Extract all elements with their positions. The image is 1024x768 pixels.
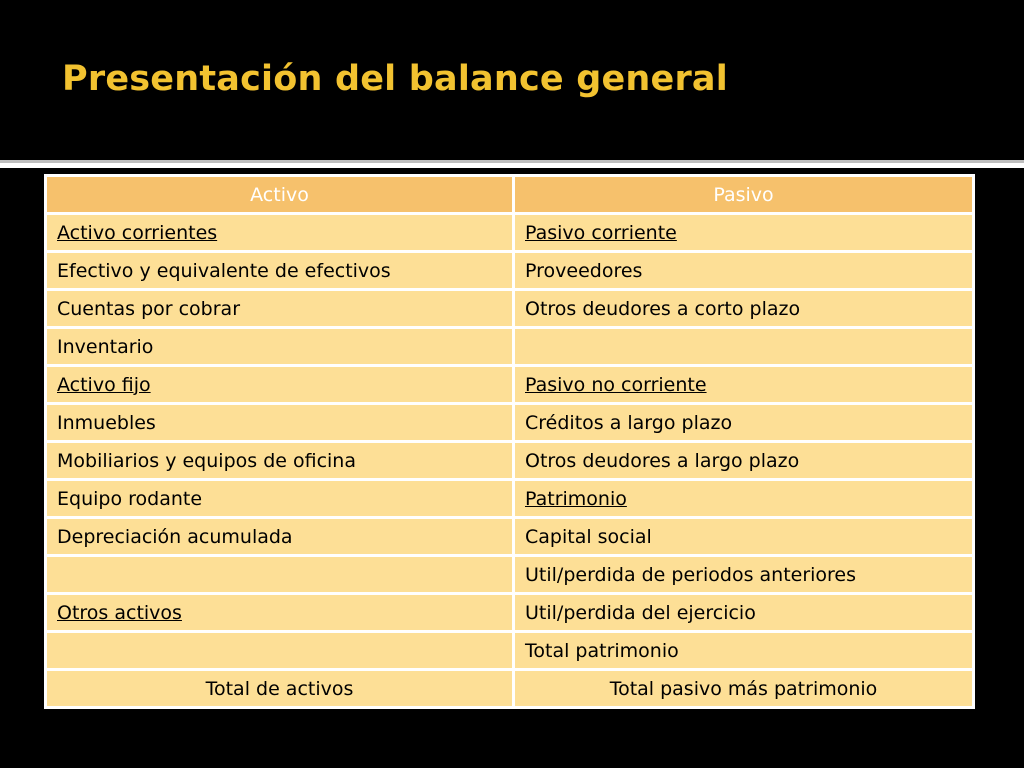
slide-title: Presentación del balance general bbox=[62, 59, 728, 99]
table-row bbox=[46, 556, 974, 594]
pasivo-cell: Total patrimonio bbox=[514, 632, 974, 670]
pasivo-cell: Proveedores bbox=[514, 252, 974, 290]
slide-title-bar bbox=[0, 0, 1024, 160]
activo-cell: Inmuebles bbox=[46, 404, 514, 442]
pasivo-cell: Util/perdida de periodos anteriores bbox=[514, 556, 974, 594]
slide-content bbox=[0, 168, 1024, 768]
table-row bbox=[46, 594, 974, 632]
pasivo-section-heading: Pasivo corriente bbox=[514, 214, 974, 252]
activo-cell: Mobiliarios y equipos de oficina bbox=[46, 442, 514, 480]
pasivo-section-heading: Pasivo no corriente bbox=[514, 366, 974, 404]
table-row bbox=[46, 518, 974, 556]
pasivo-section-heading: Patrimonio bbox=[514, 480, 974, 518]
column-header-pasivo: Pasivo bbox=[514, 176, 974, 214]
activo-section-heading: Otros activos bbox=[46, 594, 514, 632]
table-row bbox=[46, 290, 974, 328]
activo-cell: Cuentas por cobrar bbox=[46, 290, 514, 328]
activo-cell bbox=[46, 632, 514, 670]
activo-cell: Depreciación acumulada bbox=[46, 518, 514, 556]
activo-cell bbox=[46, 556, 514, 594]
table-row bbox=[46, 366, 974, 404]
pasivo-cell: Otros deudores a largo plazo bbox=[514, 442, 974, 480]
pasivo-cell: Util/perdida del ejercicio bbox=[514, 594, 974, 632]
totals-row bbox=[46, 670, 974, 708]
pasivo-cell bbox=[514, 328, 974, 366]
column-header-activo: Activo bbox=[46, 176, 514, 214]
table-header-row bbox=[46, 176, 974, 214]
pasivo-cell: Capital social bbox=[514, 518, 974, 556]
activo-section-heading: Activo fijo bbox=[46, 366, 514, 404]
table-row bbox=[46, 632, 974, 670]
activo-section-heading: Activo corrientes bbox=[46, 214, 514, 252]
pasivo-cell: Créditos a largo plazo bbox=[514, 404, 974, 442]
table-row bbox=[46, 404, 974, 442]
pasivo-cell: Otros deudores a corto plazo bbox=[514, 290, 974, 328]
table-row bbox=[46, 214, 974, 252]
activo-cell: Equipo rodante bbox=[46, 480, 514, 518]
total-activos-cell: Total de activos bbox=[46, 670, 514, 708]
table-row bbox=[46, 480, 974, 518]
table-row bbox=[46, 442, 974, 480]
activo-cell: Inventario bbox=[46, 328, 514, 366]
table-row bbox=[46, 328, 974, 366]
table-row bbox=[46, 252, 974, 290]
activo-cell: Efectivo y equivalente de efectivos bbox=[46, 252, 514, 290]
total-pasivo-patrimonio-cell: Total pasivo más patrimonio bbox=[514, 670, 974, 708]
balance-sheet-table bbox=[44, 174, 975, 709]
